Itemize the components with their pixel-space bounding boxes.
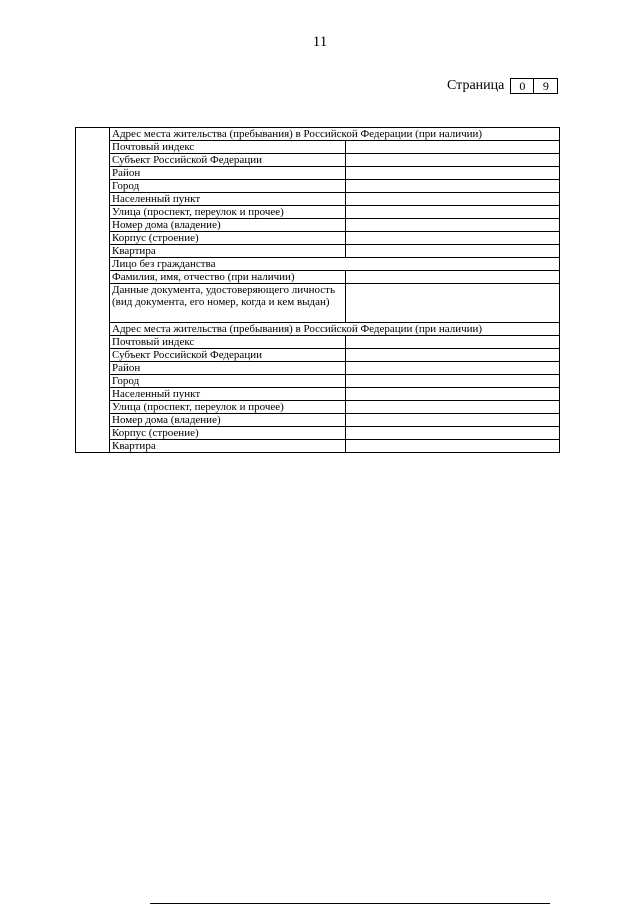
section-heading: Адрес места жительства (пребывания) в Российской Федерации (при наличии) bbox=[110, 323, 560, 336]
form-row bbox=[76, 414, 560, 427]
field-label: Номер дома (владение) bbox=[110, 219, 346, 232]
field-label: Улица (проспект, переулок и прочее) bbox=[110, 401, 346, 414]
page-digit-box: 9 bbox=[534, 78, 558, 94]
field-value-cell[interactable] bbox=[346, 206, 560, 219]
page-number: 11 bbox=[312, 34, 328, 50]
field-value-cell[interactable] bbox=[346, 414, 560, 427]
form-row bbox=[76, 375, 560, 388]
form-row bbox=[76, 167, 560, 180]
field-label: Город bbox=[110, 180, 346, 193]
field-value-cell[interactable] bbox=[346, 219, 560, 232]
field-label: Населенный пункт bbox=[110, 388, 346, 401]
field-value-cell[interactable] bbox=[346, 180, 560, 193]
form-row bbox=[76, 193, 560, 206]
field-value-cell[interactable] bbox=[346, 284, 560, 323]
form-row bbox=[76, 141, 560, 154]
field-value-cell[interactable] bbox=[346, 375, 560, 388]
field-label: Район bbox=[110, 167, 346, 180]
form-row bbox=[76, 258, 560, 271]
field-label: Квартира bbox=[110, 440, 346, 453]
field-value-cell[interactable] bbox=[346, 427, 560, 440]
field-label: Субъект Российской Федерации bbox=[110, 154, 346, 167]
form-table bbox=[75, 127, 560, 453]
field-value-cell[interactable] bbox=[346, 349, 560, 362]
field-label: Фамилия, имя, отчество (при наличии) bbox=[110, 271, 346, 284]
field-label: Квартира bbox=[110, 245, 346, 258]
section-heading: Лицо без гражданства bbox=[110, 258, 560, 271]
form-row bbox=[76, 401, 560, 414]
field-label: Населенный пункт bbox=[110, 193, 346, 206]
form-row bbox=[76, 427, 560, 440]
form-row bbox=[76, 219, 560, 232]
form-row bbox=[76, 284, 560, 323]
form-row bbox=[76, 180, 560, 193]
form-row bbox=[76, 245, 560, 258]
form-row bbox=[76, 323, 560, 336]
field-label: Район bbox=[110, 362, 346, 375]
field-value-cell[interactable] bbox=[346, 336, 560, 349]
page-label: Страница bbox=[447, 78, 505, 93]
page-indicator bbox=[447, 77, 558, 95]
section-heading: Адрес места жительства (пребывания) в Российской Федерации (при наличии) bbox=[110, 128, 560, 141]
field-value-cell[interactable] bbox=[346, 440, 560, 453]
form-row bbox=[76, 154, 560, 167]
field-label: Город bbox=[110, 375, 346, 388]
field-label: Почтовый индекс bbox=[110, 141, 346, 154]
field-value-cell[interactable] bbox=[346, 388, 560, 401]
field-label: Субъект Российской Федерации bbox=[110, 349, 346, 362]
field-label: Почтовый индекс bbox=[110, 336, 346, 349]
row-number-column bbox=[76, 128, 110, 453]
field-value-cell[interactable] bbox=[346, 232, 560, 245]
field-value-cell[interactable] bbox=[346, 401, 560, 414]
field-value-cell[interactable] bbox=[346, 193, 560, 206]
form-row bbox=[76, 388, 560, 401]
field-label: Корпус (строение) bbox=[110, 427, 346, 440]
form-row bbox=[76, 128, 560, 141]
field-value-cell[interactable] bbox=[346, 154, 560, 167]
form-row bbox=[76, 206, 560, 219]
form-row bbox=[76, 362, 560, 375]
form-row bbox=[76, 336, 560, 349]
page-bottom-border bbox=[150, 903, 550, 904]
field-value-cell[interactable] bbox=[346, 141, 560, 154]
field-value-cell[interactable] bbox=[346, 271, 560, 284]
field-value-cell[interactable] bbox=[346, 167, 560, 180]
form-row bbox=[76, 232, 560, 245]
field-label: Данные документа, удостоверяющего личность (вид документа, его номер, когда и кем выдан) bbox=[110, 284, 346, 323]
form-row bbox=[76, 349, 560, 362]
field-value-cell[interactable] bbox=[346, 362, 560, 375]
form-row bbox=[76, 440, 560, 453]
field-label: Номер дома (владение) bbox=[110, 414, 346, 427]
form-row bbox=[76, 271, 560, 284]
field-label: Улица (проспект, переулок и прочее) bbox=[110, 206, 346, 219]
field-value-cell[interactable] bbox=[346, 245, 560, 258]
field-label: Корпус (строение) bbox=[110, 232, 346, 245]
page-digit-box: 0 bbox=[510, 78, 534, 94]
